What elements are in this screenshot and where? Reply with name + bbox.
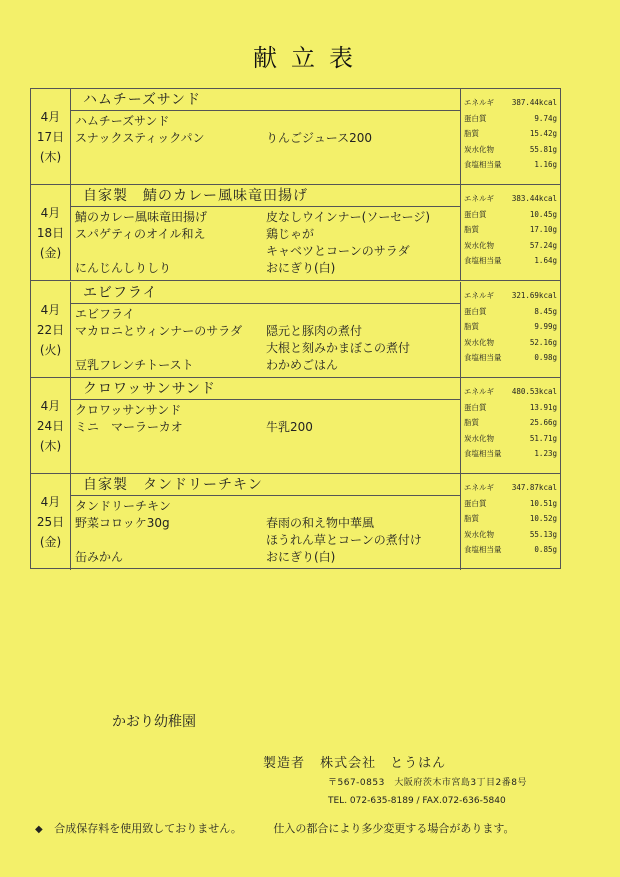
nutrition-label: エネルギ <box>464 194 494 203</box>
nutrition-row <box>461 95 560 111</box>
nutrition-value: 0.98g <box>534 353 557 362</box>
nutrition-label: エネルギ <box>464 291 494 300</box>
date-day: 18日 <box>36 225 65 240</box>
nutrition-row <box>461 253 560 269</box>
nutrition-label: 脂質 <box>464 418 479 427</box>
nutrition-value: 51.71g <box>529 433 557 443</box>
nutrition-label: 食塩相当量 <box>464 545 502 554</box>
maker-info <box>263 752 456 771</box>
nutrition-label: 脂質 <box>464 514 479 523</box>
nutrition-label: 食塩相当量 <box>464 160 502 169</box>
footer-notes <box>35 820 515 836</box>
nutrition-label: エネルギ <box>464 387 494 396</box>
day-date <box>31 378 71 473</box>
menu-item: 春雨の和え物中華風 <box>266 516 375 530</box>
nutrition-panel <box>460 474 560 570</box>
date-weekday: (木) <box>39 438 62 453</box>
nutrition-value: 1.16g <box>534 160 557 169</box>
nutrition-row <box>461 191 560 207</box>
nutrition-value: 10.45g <box>529 209 557 219</box>
date-weekday: (金) <box>39 535 62 549</box>
nutrition-label: 食塩相当量 <box>464 353 502 362</box>
menu-item: 大根と刻みかまぼこの煮付 <box>266 341 411 355</box>
nutrition-value: 0.85g <box>534 545 557 554</box>
menu-item: 野菜コロッケ30g <box>75 516 170 530</box>
company-name: 株式会社 とうはん <box>320 756 447 771</box>
menu-item: にんじんしりしり <box>75 261 172 275</box>
date-day: 22日 <box>36 322 65 337</box>
nutrition-value: 1.64g <box>534 256 557 265</box>
menu-item: スナックスティックパン <box>75 131 205 145</box>
date-weekday: (火) <box>39 342 62 357</box>
school-name: かおり幼稚園 <box>112 714 196 730</box>
menu-item: ハムチーズサンド <box>75 114 170 128</box>
nutrition-row <box>461 400 560 416</box>
menu-items <box>71 496 460 570</box>
menu-item: ミニ マーラーカオ <box>75 420 183 434</box>
date-day: 24日 <box>36 418 65 433</box>
menu-item: おにぎり(白) <box>266 261 336 275</box>
company-address: 〒567-0853 大阪府茨木市宮島3丁目2番8号 <box>328 778 528 788</box>
main-dish: 自家製 タンドリーチキン <box>71 474 460 496</box>
nutrition-row <box>461 238 560 254</box>
nutrition-value: 321.69kcal <box>511 291 557 300</box>
nutrition-label: エネルギ <box>464 483 494 492</box>
date-month: 4月 <box>40 398 61 413</box>
diamond-bullet-icon: ◆ <box>35 824 43 835</box>
menu-item: エビフライ <box>75 307 135 321</box>
nutrition-row <box>461 111 560 127</box>
menu-item: わかめごはん <box>266 358 339 372</box>
nutrition-row <box>461 222 560 238</box>
menu-item: 隠元と豚肉の煮付 <box>266 324 363 338</box>
nutrition-row <box>461 157 560 173</box>
day-date <box>31 282 71 377</box>
day-date <box>31 474 71 570</box>
date-day: 25日 <box>36 515 65 529</box>
menu-day-row <box>31 378 560 474</box>
nutrition-label: 炭水化物 <box>464 144 494 154</box>
menu-item: 鯖のカレー風味竜田揚げ <box>75 210 208 224</box>
menu-item: ほうれん草とコーンの煮付け <box>266 533 422 547</box>
nutrition-row <box>461 350 560 366</box>
menu-day-row <box>31 89 560 185</box>
date-month: 4月 <box>40 109 61 124</box>
nutrition-value: 55.81g <box>529 144 557 154</box>
date-weekday: (金) <box>39 245 62 260</box>
nutrition-label: エネルギ <box>464 98 494 107</box>
nutrition-value: 10.51g <box>529 498 557 508</box>
nutrition-value: 55.13g <box>529 529 557 539</box>
main-dish: 自家製 鯖のカレー風味竜田揚げ <box>71 185 460 207</box>
date-month: 4月 <box>40 205 61 220</box>
nutrition-label: 炭水化物 <box>464 240 494 250</box>
nutrition-row <box>461 126 560 142</box>
nutrition-value: 9.74g <box>534 113 557 123</box>
day-date <box>31 185 71 280</box>
menu-items <box>71 400 460 474</box>
nutrition-row <box>461 431 560 447</box>
page-title: 献立表 <box>253 44 367 72</box>
nutrition-row <box>461 415 560 431</box>
nutrition-row <box>461 319 560 335</box>
nutrition-panel <box>460 282 560 377</box>
nutrition-row <box>461 527 560 543</box>
nutrition-row <box>461 304 560 320</box>
menu-day-row <box>31 282 560 378</box>
nutrition-value: 383.44kcal <box>511 194 557 203</box>
nutrition-value: 347.87kcal <box>511 483 557 492</box>
menu-item: 鶏じゃが <box>266 227 315 241</box>
date-month: 4月 <box>40 302 61 317</box>
nutrition-row <box>461 207 560 223</box>
menu-item: 豆乳フレンチトースト <box>75 358 194 372</box>
date-weekday: (木) <box>39 149 62 164</box>
menu-table <box>30 88 561 569</box>
nutrition-label: 蛋白質 <box>464 306 487 316</box>
nutrition-label: 食塩相当量 <box>464 449 502 458</box>
nutrition-panel <box>460 89 560 184</box>
menu-item: 皮なしウインナー(ソーセージ) <box>266 210 431 224</box>
menu-item: りんごジュース200 <box>266 131 373 145</box>
menu-item: マカロニとウィンナーのサラダ <box>75 324 243 338</box>
nutrition-label: 炭水化物 <box>464 433 494 443</box>
menu-day-row <box>31 185 560 281</box>
menu-items <box>71 304 460 378</box>
nutrition-value: 57.24g <box>529 240 557 250</box>
nutrition-row <box>461 542 560 558</box>
nutrition-row <box>461 480 560 496</box>
nutrition-value: 10.52g <box>529 514 557 523</box>
nutrition-row <box>461 142 560 158</box>
nutrition-value: 17.10g <box>529 225 557 234</box>
nutrition-label: 脂質 <box>464 129 479 138</box>
nutrition-value: 1.23g <box>534 449 557 458</box>
menu-items <box>71 207 460 281</box>
menu-item: おにぎり(白) <box>266 550 336 564</box>
menu-item: タンドリーチキン <box>75 499 171 513</box>
menu-items <box>71 111 460 185</box>
nutrition-label: 蛋白質 <box>464 113 487 123</box>
nutrition-label: 蛋白質 <box>464 498 487 508</box>
maker-label: 製造者 <box>263 756 306 771</box>
nutrition-panel <box>460 185 560 280</box>
menu-item: クロワッサンサンド <box>75 403 182 417</box>
menu-item: キャベツとコーンのサラダ <box>266 244 410 258</box>
date-month: 4月 <box>40 495 61 509</box>
nutrition-value: 52.16g <box>529 337 557 347</box>
nutrition-row <box>461 511 560 527</box>
nutrition-value: 480.53kcal <box>511 387 557 396</box>
main-dish: クロワッサンサンド <box>71 378 460 400</box>
nutrition-panel <box>460 378 560 473</box>
menu-item: 牛乳200 <box>266 420 313 434</box>
nutrition-value: 25.66g <box>529 418 557 427</box>
nutrition-row <box>461 446 560 462</box>
nutrition-value: 13.91g <box>529 402 557 412</box>
nutrition-label: 食塩相当量 <box>464 256 502 265</box>
nutrition-row <box>461 384 560 400</box>
date-day: 17日 <box>36 129 65 144</box>
nutrition-label: 蛋白質 <box>464 402 487 412</box>
nutrition-value: 9.99g <box>534 322 557 331</box>
note-preservatives: 合成保存料を使用致しておりません。 <box>54 822 242 835</box>
nutrition-label: 脂質 <box>464 225 479 234</box>
nutrition-label: 炭水化物 <box>464 337 494 347</box>
menu-day-row <box>31 474 560 570</box>
nutrition-row <box>461 335 560 351</box>
main-dish: エビフライ <box>71 282 460 304</box>
nutrition-label: 脂質 <box>464 322 479 331</box>
menu-item: 缶みかん <box>75 550 124 564</box>
day-date <box>31 89 71 184</box>
note-changes: 仕入の都合により多少変更する場合があります。 <box>273 822 515 835</box>
nutrition-row <box>461 496 560 512</box>
company-tel-fax: TEL. 072-635-8189 / FAX.072-636-5840 <box>328 796 506 806</box>
nutrition-value: 15.42g <box>529 129 557 138</box>
nutrition-value: 387.44kcal <box>511 98 557 107</box>
nutrition-value: 8.45g <box>534 306 557 316</box>
nutrition-label: 蛋白質 <box>464 209 487 219</box>
nutrition-row <box>461 288 560 304</box>
menu-item: スパゲティのオイル和え <box>75 227 206 241</box>
main-dish: ハムチーズサンド <box>71 89 460 111</box>
nutrition-label: 炭水化物 <box>464 529 494 539</box>
